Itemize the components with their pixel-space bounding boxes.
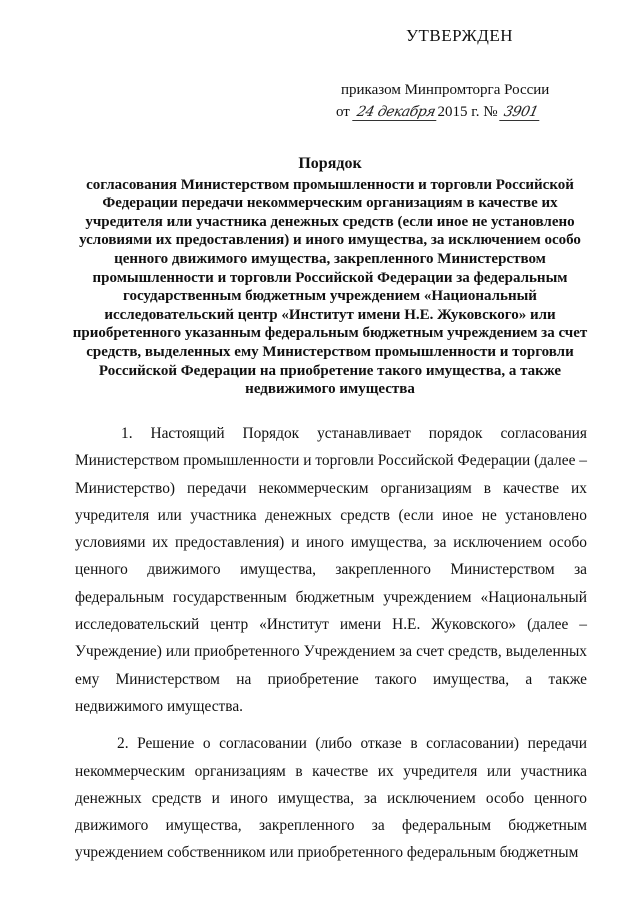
order-reference: приказом Минпромторга России (341, 82, 550, 98)
title-heading: Порядок (298, 155, 362, 172)
date-prefix: от (336, 104, 350, 120)
title-text: согласования Министерством промышленности и торговли Российской Федерации передачи некоммерческим организациям в качестве их учредителя или участника денежных средств (если иное не установлено условиями их предоставления) и иного имущества, за исключением особо ценного движимого имущества, закрепленного Министерством промышленности и торговли Российской Федерации за федеральным государственным бюджетным учреждением «Национальный исследовательский центр «Институт имени Н.Е. Жуковского» или приобретенного указанным федеральным бюджетным учреждением за счет средств, выделенных ему Министерством промышленности и торговли Российской Федерации на приобретение такого имущества, а также недвижимого имущества (72, 176, 588, 398)
document-title (70, 155, 590, 399)
order-date-line (336, 104, 541, 121)
paragraph-2: 2. Решение о согласовании (либо отказе в согласовании) передачи некоммерческим организациям в качестве их учредителя или участника денежных средств и иного имущества, за исключением особо ценного движимого имущества, закрепленного за федеральным бюджетным учреждением собственником или приобретенного федеральным бюджетным (75, 735, 587, 862)
approved-label: УТВЕРЖДЕН (406, 26, 513, 45)
date-year: 2015 г. № (437, 104, 498, 120)
paragraph-1: 1. Настоящий Порядок устанавливает порядок согласования Министерством промышленности и торговли Российской Федерации (далее – Министерство) передачи некоммерческим организациям в качестве их учредителя или участника денежных средств (если иное не установлено условиями их предоставления) и иного имущества, за исключением особо ценного движимого имущества, закрепленного Министерством за федеральным государственным бюджетным учреждением «Национальный исследовательский центр «Институт имени Н.Е. Жуковского» (далее – Учреждение) или приобретенного Учреждением за счет средств, выделенных ему Министерством на приобретение такого имущества, а также недвижимого имущества. (75, 425, 587, 715)
handwritten-number: 3901 (499, 104, 542, 121)
handwritten-date: 24 декабря (352, 104, 440, 121)
document-body (75, 420, 587, 877)
